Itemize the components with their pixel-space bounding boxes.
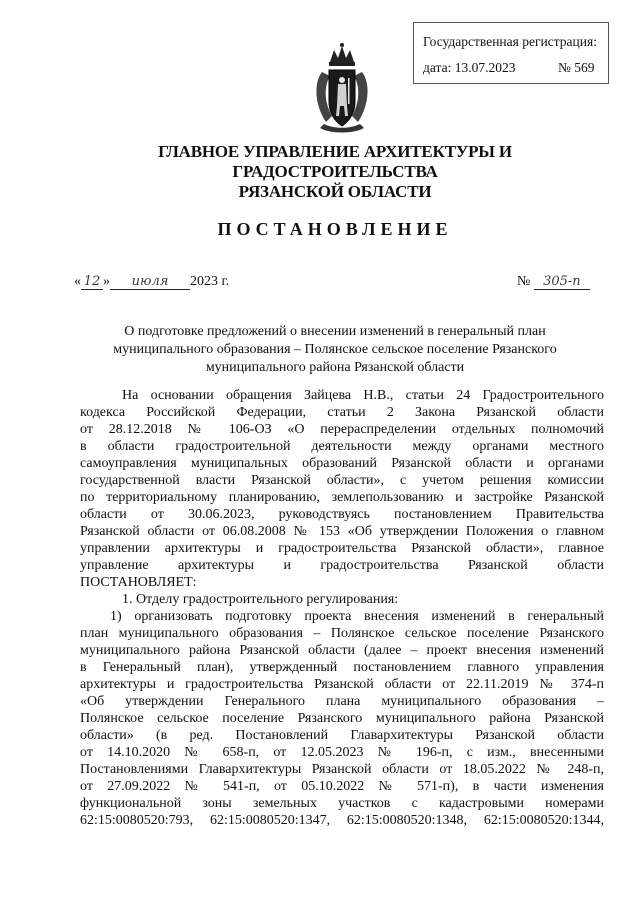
body-line: функциональной зоны земельных участков с кадастровыми номерами xyxy=(80,796,604,811)
body-line: от 27.09.2022 № 541-п, от 05.10.2022 № 571-п), в части изменения xyxy=(80,779,604,794)
document-number-value: 305-п xyxy=(534,275,590,290)
body-line: 1. Отделу градостроительного регулирования: xyxy=(122,592,399,607)
body-line: «Об утверждении Генерального плана муниципального образования – xyxy=(80,694,604,709)
body-line: 62:15:0080520:793, 62:15:0080520:1347, 62:15:0080520:1348, 62:15:0080520:1344, xyxy=(80,813,604,828)
body-line: области от 30.06.2023, руководствуясь постановлением Правительства xyxy=(80,507,604,522)
document-type: ПОСТАНОВЛЕНИЕ xyxy=(217,219,453,239)
ryazan-coat-of-arms-icon xyxy=(312,42,372,140)
document-subject: О подготовке предложений о внесении изменений в генеральный план муниципального образования – Полянское сельское поселение Рязанского муниципального района Рязанской области xyxy=(113,324,557,375)
date-year: 2023 г. xyxy=(190,274,230,289)
document-number: № 305-п xyxy=(517,274,590,290)
date-month: июля xyxy=(110,275,190,290)
body-line: Рязанской области от 06.08.2008 № 153 «Об утверждении Положения о главном xyxy=(80,524,604,539)
body-line: самоуправления муниципальных образований Рязанской области и органами xyxy=(80,456,604,471)
document-body xyxy=(80,387,604,829)
body-line: На основании обращения Зайцева Н.В., статьи 24 Градостроительного xyxy=(122,388,604,403)
body-line: Постановлениями Главархитектуры Рязанской области от 18.05.2022 № 248-п, xyxy=(80,762,604,777)
body-line: по территориальному планированию, землепользованию и застройке Рязанской xyxy=(80,490,604,505)
body-line: управление архитектуры и градостроительства Рязанской области xyxy=(80,558,604,573)
registration-label: Государственная регистрация: xyxy=(423,34,597,49)
body-line: ПОСТАНОВЛЯЕТ: xyxy=(80,575,197,590)
body-line: области» (в ред. Постановлений Главархитектуры Рязанской области xyxy=(80,728,604,743)
body-line: архитектуры и градостроительства Рязанской области от 22.11.2019 № 374-п xyxy=(80,677,604,692)
registration-details xyxy=(423,59,595,76)
registration-stamp xyxy=(413,22,609,84)
body-line: план муниципального образования – Полянское сельское поселение Рязанского xyxy=(80,626,604,641)
organization-name: ГЛАВНОЕ УПРАВЛЕНИЕ АРХИТЕКТУРЫ И ГРАДОСТРОИТЕЛЬСТВА РЯЗАНСКОЙ ОБЛАСТИ xyxy=(158,142,512,201)
body-line: от 28.12.2018 № 106-ОЗ «О перераспределении отдельных полномочий xyxy=(80,422,604,437)
body-line: Полянское сельское поселение Рязанского муниципального района Рязанской xyxy=(80,711,604,726)
body-line: в области градостроительной деятельности между органами местного xyxy=(80,439,604,454)
body-line: от 14.10.2020 № 658-п, от 12.05.2023 № 196-п, с изм., внесенными xyxy=(80,745,604,760)
body-line: кодекса Российской Федерации, статьи 2 Закона Рязанской области xyxy=(80,405,604,420)
body-line: 1) организовать подготовку проекта внесения изменений в генеральный xyxy=(110,609,604,624)
body-line: в Генеральный план), утвержденный постановлением главного управления xyxy=(80,660,604,675)
body-line: муниципального района Рязанской области (далее – проект внесения изменений xyxy=(80,643,604,658)
document-date: « 12 » июля 2023 г. xyxy=(74,274,230,289)
registration-number: № 569 xyxy=(558,60,595,75)
body-line: государственной власти Рязанской области», с учетом решения комиссии xyxy=(80,473,604,488)
registration-date: дата: 13.07.2023 xyxy=(423,60,516,75)
date-day: 12 xyxy=(81,275,103,290)
body-line: управлении архитектуры и градостроительства Рязанской области», главное xyxy=(80,541,604,556)
